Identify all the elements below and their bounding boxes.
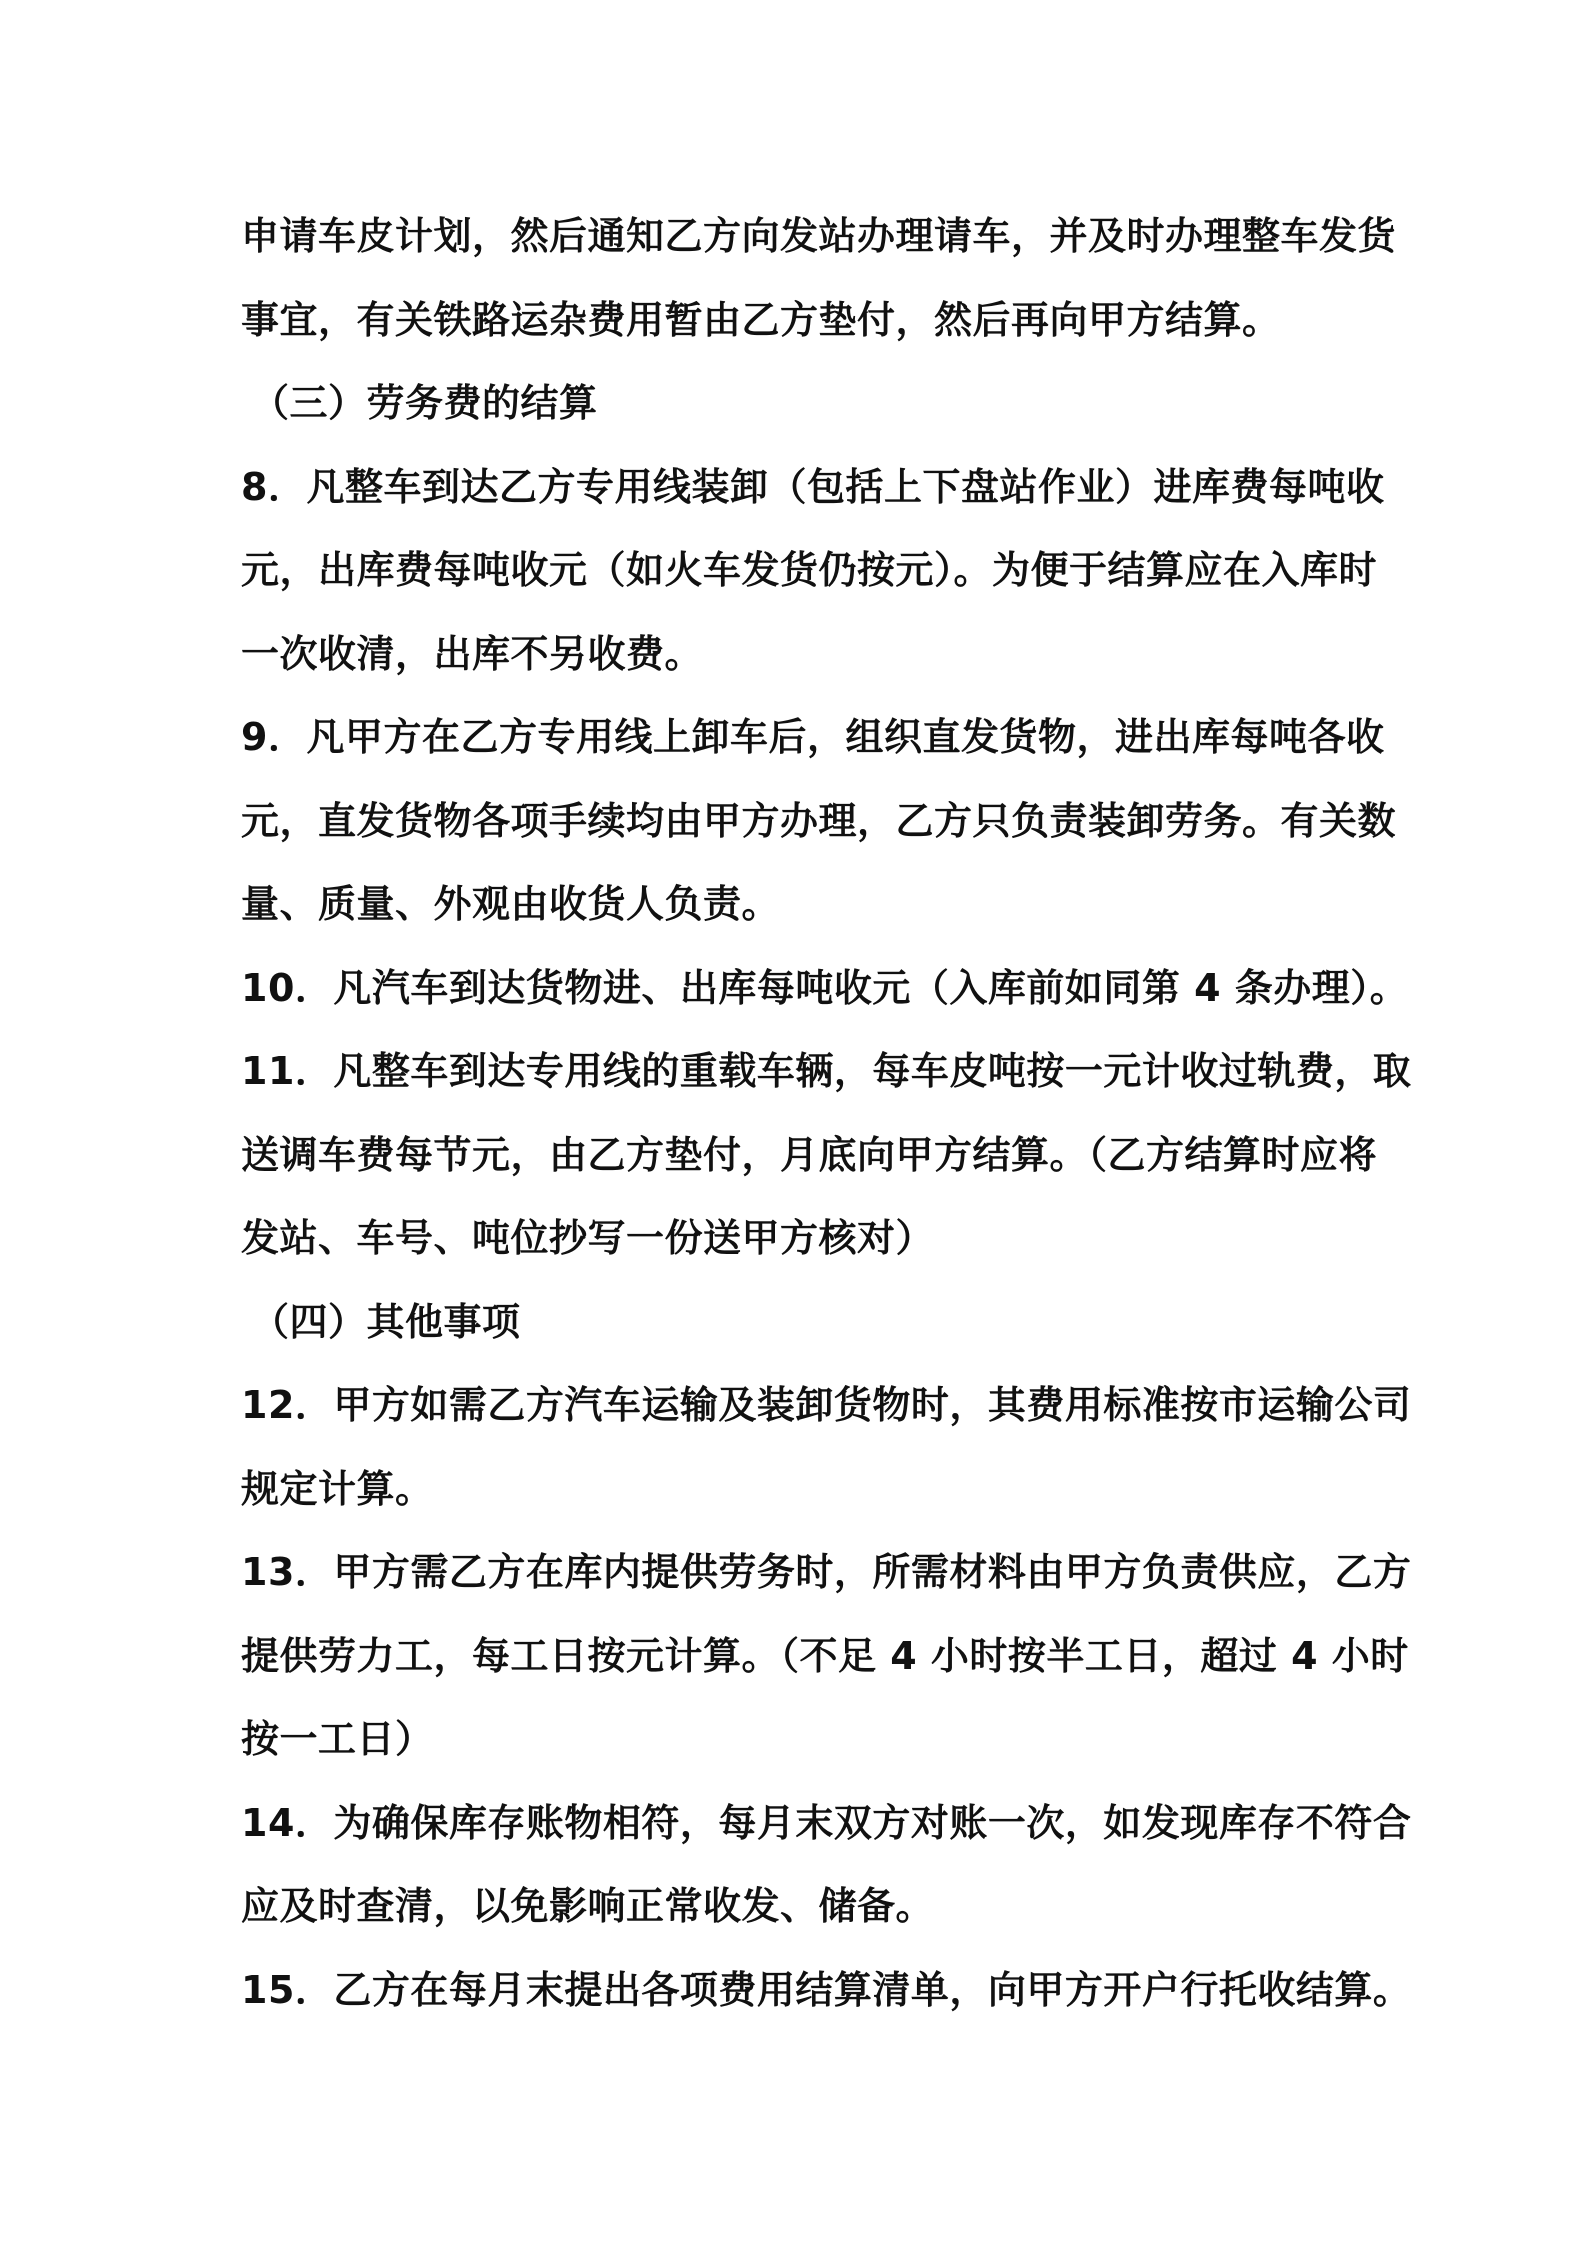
text-line: 事宜，有关铁路运杂费用暂由乙方垫付，然后再向甲方结算。 (241, 297, 1281, 342)
section-heading: （四）其他事项 (251, 1299, 521, 1344)
text-line: 13．甲方需乙方在库内提供劳务时，所需材料由甲方负责供应，乙方 (241, 1550, 1412, 1594)
text-line: 一次收清，出库不另收费。 (241, 631, 704, 676)
text-line: 规定计算。 (241, 1466, 434, 1511)
text-line: 12．甲方如需乙方汽车运输及装卸货物时，其费用标准按市运输公司 (241, 1383, 1412, 1427)
text-line: 14．为确保库存账物相符，每月末双方对账一次，如发现库存不符合 (241, 1800, 1412, 1845)
text-line: 11．凡整车到达专用线的重载车辆，每车皮吨按一元计收过轨费，取 (241, 1049, 1412, 1093)
text-line: 9．凡甲方在乙方专用线上卸车后，组织直发货物，进出库每吨各收 (241, 715, 1385, 759)
section-heading: （三）劳务费的结算 (251, 381, 598, 425)
text-line: 按一工日） (241, 1717, 434, 1761)
text-line: 10．凡汽车到达货物进、出库每吨收元（入库前如同第 4 条办理）。 (241, 965, 1409, 1010)
text-line: 送调车费每节元，由乙方垫付，月底向甲方结算。（乙方结算时应将 (241, 1132, 1378, 1177)
text-line: 提供劳力工，每工日按元计算。（不足 4 小时按半工日，超过 4 小时 (241, 1633, 1409, 1678)
text-line: 发站、车号、吨位抄写一份送甲方核对） (241, 1216, 935, 1260)
text-line: 量、质量、外观由收货人负责。 (241, 882, 781, 926)
text-line: 元，直发货物各项手续均由甲方办理，乙方只负责装卸劳务。有关数 (241, 798, 1397, 843)
text-line: 申请车皮计划，然后通知乙方向发站办理请车，并及时办理整车发货 (241, 214, 1397, 258)
text-line: 应及时查清，以免影响正常收发、储备。 (241, 1884, 935, 1928)
text-line: 15．乙方在每月末提出各项费用结算清单，向甲方开户行托收结算。 (241, 1967, 1412, 2012)
text-line: 元，出库费每吨收元（如火车发货仍按元）。为便于结算应在入库时 (241, 548, 1378, 592)
text-line: 8．凡整车到达乙方专用线装卸（包括上下盘站作业）进库费每吨收 (241, 464, 1385, 509)
contract-text (241, 195, 1412, 2032)
